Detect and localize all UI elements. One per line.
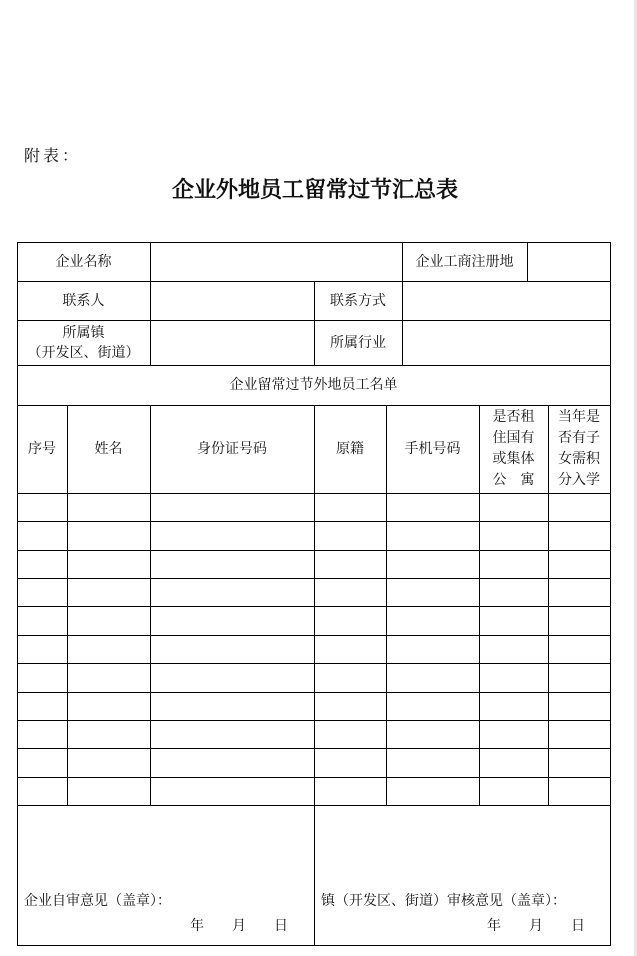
border-right (610, 242, 611, 946)
town-value[interactable] (150, 320, 314, 365)
table-cell[interactable] (150, 748, 314, 776)
table-cell[interactable] (314, 606, 386, 634)
table-cell[interactable] (548, 521, 610, 549)
table-cell[interactable] (479, 550, 548, 578)
table-cell[interactable] (479, 578, 548, 606)
vline-info-d (314, 281, 315, 365)
col-header-apartment: 是否租 住国有 或集体 公 寓 (492, 409, 535, 488)
col-header-index: 序号 (28, 441, 56, 457)
table-cell[interactable] (314, 777, 386, 805)
table-cell[interactable] (314, 493, 386, 521)
table-cell[interactable] (479, 663, 548, 691)
table-cell[interactable] (314, 635, 386, 663)
table-cell[interactable] (479, 748, 548, 776)
table-row-line (17, 550, 611, 551)
table-cell[interactable] (314, 578, 386, 606)
table-cell[interactable] (17, 578, 67, 606)
col-header-id-number: 身份证号码 (197, 441, 267, 457)
attachment-label: 附表： (24, 146, 82, 165)
hline-roster-bottom (17, 805, 611, 806)
table-cell[interactable] (67, 720, 150, 748)
table-cell[interactable] (479, 493, 548, 521)
table-cell[interactable] (386, 748, 479, 776)
vline-col-1 (67, 405, 68, 805)
table-cell[interactable] (314, 663, 386, 691)
table-cell[interactable] (548, 493, 610, 521)
company-opinion-label: 企业自审意见（盖章）： (24, 893, 171, 909)
table-cell[interactable] (67, 692, 150, 720)
table-row-line (17, 720, 611, 721)
table-cell[interactable] (150, 663, 314, 691)
table-cell[interactable] (386, 635, 479, 663)
border-left (17, 242, 18, 946)
table-cell[interactable] (386, 720, 479, 748)
table-row-line (17, 663, 611, 664)
table-cell[interactable] (67, 663, 150, 691)
table-cell[interactable] (17, 663, 67, 691)
table-cell[interactable] (314, 521, 386, 549)
table-cell[interactable] (150, 606, 314, 634)
contact-person-label: 联系人 (62, 292, 105, 309)
table-cell[interactable] (67, 493, 150, 521)
table-cell[interactable] (150, 550, 314, 578)
hline-info-3 (17, 365, 611, 366)
table-cell[interactable] (548, 692, 610, 720)
table-cell[interactable] (67, 635, 150, 663)
table-cell[interactable] (479, 777, 548, 805)
registration-label: 企业工商注册地 (415, 253, 514, 270)
table-cell[interactable] (17, 550, 67, 578)
table-cell[interactable] (17, 720, 67, 748)
table-cell[interactable] (479, 692, 548, 720)
table-cell[interactable] (150, 720, 314, 748)
col-header-phone: 手机号码 (404, 441, 461, 457)
table-cell[interactable] (17, 521, 67, 549)
contact-person-value[interactable] (150, 281, 314, 320)
table-cell[interactable] (17, 635, 67, 663)
col-header-origin: 原籍 (336, 441, 364, 457)
table-cell[interactable] (548, 606, 610, 634)
table-cell[interactable] (314, 720, 386, 748)
table-cell[interactable] (386, 606, 479, 634)
table-cell[interactable] (150, 578, 314, 606)
table-row-line (17, 521, 611, 522)
table-cell[interactable] (548, 550, 610, 578)
table-row-line (17, 777, 611, 778)
table-cell[interactable] (314, 692, 386, 720)
contact-method-value[interactable] (402, 281, 610, 320)
company-name-value[interactable] (150, 242, 402, 281)
table-cell[interactable] (548, 663, 610, 691)
table-row-line (17, 635, 611, 636)
registration-value[interactable] (527, 242, 610, 281)
industry-value[interactable] (402, 320, 610, 365)
vline-col-4 (386, 405, 387, 805)
vline-info-c (527, 242, 528, 281)
table-cell[interactable] (17, 493, 67, 521)
town-label-line1: 所属镇 (62, 324, 105, 341)
border-top (17, 242, 611, 243)
table-cell[interactable] (386, 521, 479, 549)
vline-col-5 (479, 405, 480, 805)
town-opinion-label: 镇（开发区、街道）审核意见（盖章）： (321, 893, 566, 909)
contact-method-label: 联系方式 (330, 292, 386, 309)
town-label (17, 320, 150, 365)
table-row-line (17, 606, 611, 607)
table-cell[interactable] (67, 521, 150, 549)
company-opinion-date: 年 月 日 (190, 918, 288, 934)
table-cell[interactable] (67, 578, 150, 606)
form-title: 企业外地员工留常过节汇总表 (171, 177, 458, 203)
table-cell[interactable] (386, 493, 479, 521)
col-header-children-school: 当年是 否有子 女需积 分入学 (558, 409, 600, 488)
table-cell[interactable] (17, 606, 67, 634)
table-cell[interactable] (67, 550, 150, 578)
table-cell[interactable] (67, 606, 150, 634)
col-header-name: 姓名 (94, 441, 123, 457)
table-cell[interactable] (17, 748, 67, 776)
town-opinion-date: 年 月 日 (487, 918, 585, 934)
table-cell[interactable] (17, 692, 67, 720)
table-cell[interactable] (479, 720, 548, 748)
town-label-line2: （开发区、街道） (27, 344, 140, 361)
table-cell[interactable] (386, 578, 479, 606)
table-cell[interactable] (150, 635, 314, 663)
company-name-label: 企业名称 (55, 253, 112, 270)
table-cell[interactable] (386, 692, 479, 720)
vline-info-a (150, 242, 151, 365)
table-row-line (17, 578, 611, 579)
table-cell[interactable] (314, 550, 386, 578)
table-cell[interactable] (479, 606, 548, 634)
industry-label: 所属行业 (330, 334, 386, 351)
table-cell[interactable] (386, 663, 479, 691)
roster-section-title: 企业留常过节外地员工名单 (229, 377, 398, 393)
vline-col-2 (150, 405, 151, 805)
vline-col-6 (548, 405, 549, 805)
table-cell[interactable] (150, 777, 314, 805)
table-cell[interactable] (548, 578, 610, 606)
table-cell[interactable] (479, 521, 548, 549)
table-cell[interactable] (150, 521, 314, 549)
table-cell[interactable] (17, 777, 67, 805)
table-cell[interactable] (386, 550, 479, 578)
table-row-line (17, 748, 611, 749)
table-cell[interactable] (479, 635, 548, 663)
table-cell[interactable] (314, 748, 386, 776)
table-cell[interactable] (150, 692, 314, 720)
table-cell[interactable] (548, 777, 610, 805)
table-cell[interactable] (67, 777, 150, 805)
table-cell[interactable] (150, 493, 314, 521)
table-cell[interactable] (548, 748, 610, 776)
vline-col-3 (314, 405, 315, 946)
table-cell[interactable] (386, 777, 479, 805)
table-row-line (17, 692, 611, 693)
table-cell[interactable] (548, 720, 610, 748)
table-cell[interactable] (548, 635, 610, 663)
table-cell[interactable] (67, 748, 150, 776)
vline-info-b (402, 242, 403, 365)
